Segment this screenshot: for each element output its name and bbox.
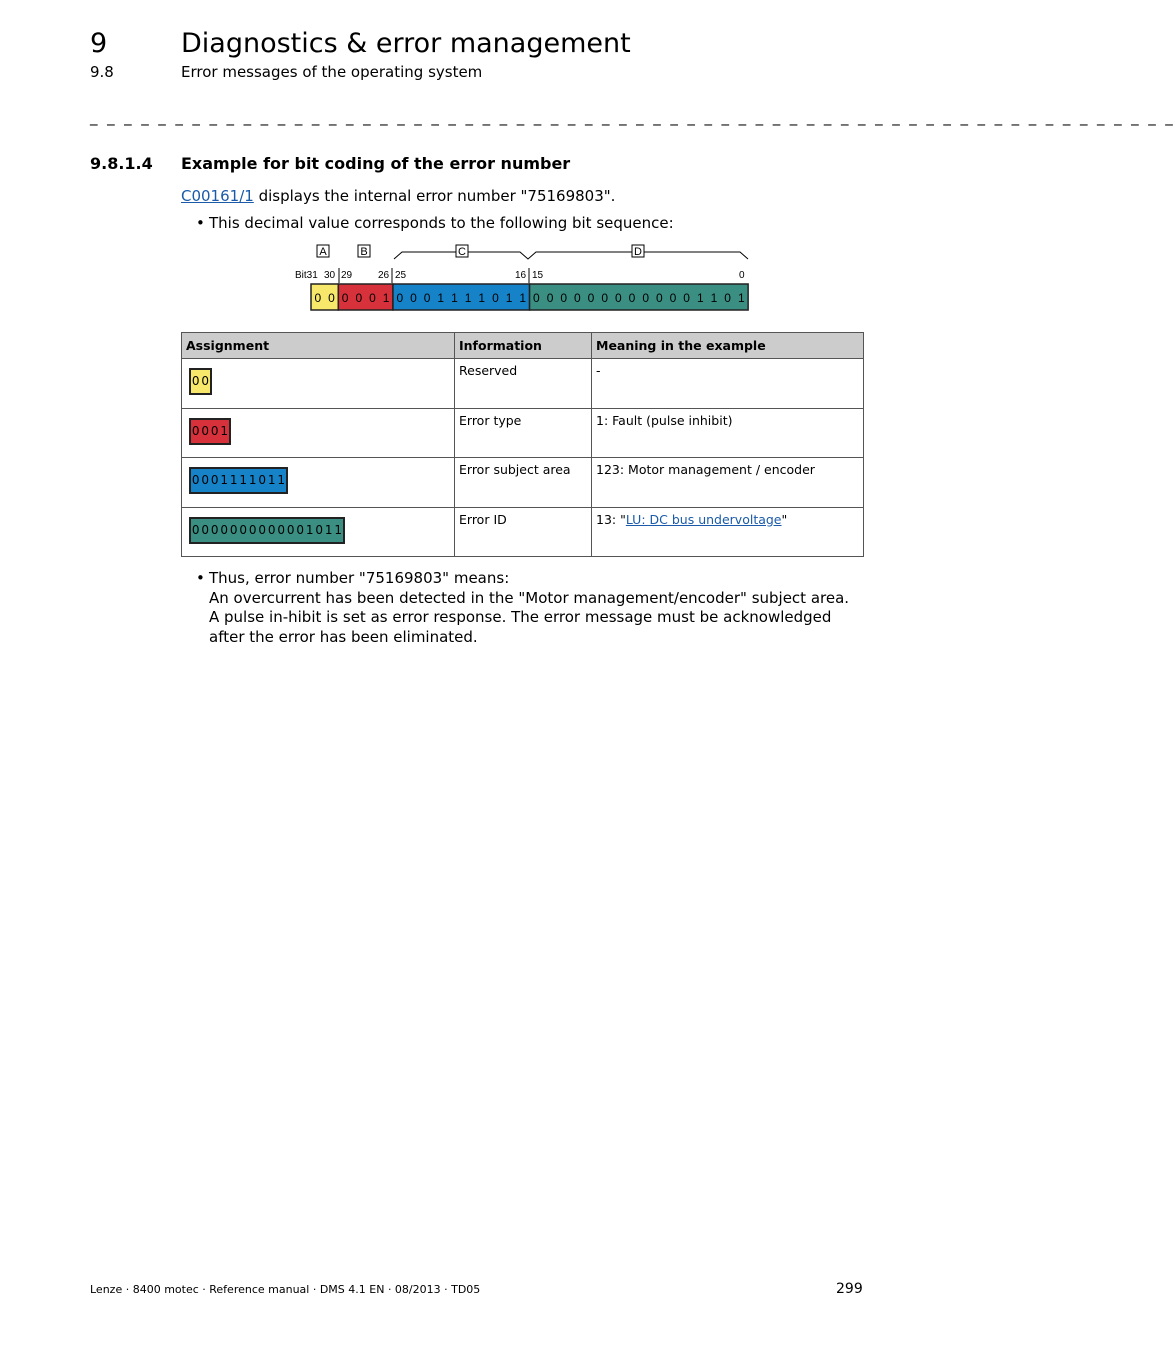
bit-digit: 1: [464, 291, 472, 305]
section-title: Error messages of the operating system: [181, 63, 483, 81]
bullet-marker: •: [196, 569, 205, 587]
row-meaning: 1: Fault (pulse inhibit): [592, 409, 864, 458]
bit-pos-0: 0: [739, 270, 745, 281]
bit-digit: 1: [267, 473, 276, 487]
bit-digit: 0: [220, 523, 229, 537]
bit-digit: 0: [669, 291, 677, 305]
bit-digit: 1: [437, 291, 445, 305]
bit-digit: 1: [277, 473, 286, 487]
bullet-marker: •: [196, 214, 205, 232]
bit-digit: 0: [210, 473, 219, 487]
bit-pos-26: 26: [378, 270, 390, 281]
segment-label-d: [632, 245, 644, 258]
intro-paragraph: [181, 187, 615, 205]
bit-digit: 0: [574, 291, 581, 305]
bit-digit: 0: [315, 523, 324, 537]
footer-doc-info: Lenze · 8400 motec · Reference manual · DMS 4.1 EN · 08/2013 · TD05: [90, 1283, 481, 1296]
bit-digit: 0: [655, 291, 663, 305]
code-link[interactable]: C00161/1: [181, 187, 254, 205]
bit-digit: 0: [724, 291, 731, 305]
bit-digit: 0: [201, 473, 210, 487]
bit-pos-25: 25: [395, 270, 407, 281]
header-rule: _ _ _ _ _ _ _ _ _ _ _ _ _ _ _ _ _ _ _ _ _ _ _ _ _ _ _ _ _ _ _ _ _ _ _ _ _ _ _ _ _ _ _ _ _ _ _ _ _ _ _ _ _ _ _ _ _ _ _ _ _ _ _ _: [90, 108, 1175, 126]
row-info: Error ID: [455, 508, 592, 557]
bit-digit: 0: [267, 523, 276, 537]
section-number: 9.8: [90, 63, 114, 81]
bit-digit: 0: [286, 523, 295, 537]
bit-pos-30: 30: [324, 270, 336, 281]
bit-digit: 1: [710, 291, 718, 305]
bit-digit: 1: [220, 473, 229, 487]
bit-digit: 0: [410, 291, 417, 305]
svg-text:D: D: [634, 246, 642, 258]
bit-digit: 1: [248, 473, 257, 487]
table-row: [182, 409, 864, 458]
chapter-number: 9: [90, 28, 108, 59]
bit-sequence-diagram: [290, 240, 760, 316]
bit-digit: 1: [334, 523, 343, 537]
bit-digit: 0: [201, 374, 210, 388]
bit-digit: 0: [328, 291, 335, 305]
bullet-text-2-line2: An overcurrent has been detected in the "Motor management/encoder" subject area. A pulse in-hibit is set as error response. The error message must be acknowledged after the error has been eliminated.: [209, 588, 850, 646]
svg-text:A: A: [319, 246, 327, 258]
bitbox-error-id: [189, 517, 345, 544]
row-meaning: 123: Motor management / encoder: [592, 458, 864, 508]
row-meaning: -: [592, 359, 864, 409]
row-info: Reserved: [455, 359, 592, 409]
bit-digit: 0: [296, 523, 305, 537]
page-number: 299: [836, 1281, 863, 1297]
bit-digit: 1: [239, 473, 248, 487]
dc-bus-undervoltage-link[interactable]: LU: DC bus undervoltage: [625, 512, 782, 527]
bit-digit: 0: [492, 291, 499, 305]
bit-digit: 0: [355, 291, 363, 305]
segment-label-b: [358, 245, 370, 258]
table-header-row: [182, 333, 864, 359]
bit-digit: 0: [615, 291, 622, 305]
bit-digit: 0: [423, 291, 431, 305]
bit-digit: 1: [451, 291, 458, 305]
bit-digit: 0: [239, 523, 248, 537]
header-assignment: Assignment: [182, 333, 455, 359]
bracket-c: [394, 252, 456, 259]
bit-pos-31: Bit31: [295, 270, 318, 281]
bit-digit: 0: [210, 523, 219, 537]
bit-digit: 0: [533, 291, 540, 305]
bit-cells: [311, 284, 748, 310]
bit-digit: 0: [683, 291, 690, 305]
chapter-title: Diagnostics & error management: [181, 28, 631, 59]
bit-digit: 0: [341, 291, 349, 305]
bit-digit: 1: [305, 523, 314, 537]
bullet-text-1: This decimal value corresponds to the following bit sequence:: [209, 214, 674, 232]
bit-digit: 0: [601, 291, 609, 305]
bit-digit: 0: [191, 473, 200, 487]
row-info: Error type: [455, 409, 592, 458]
bit-digit: 0: [546, 291, 554, 305]
bit-digit: 0: [628, 291, 636, 305]
bit-digit: 1: [382, 291, 390, 305]
bit-digit: 0: [369, 291, 376, 305]
bit-digit: 0: [277, 523, 286, 537]
bit-pos-16: 16: [515, 270, 527, 281]
bit-digit: 0: [191, 374, 200, 388]
row-info: Error subject area: [455, 458, 592, 508]
header-meaning: Meaning in the example: [592, 333, 864, 359]
bit-digit: 1: [519, 291, 527, 305]
bit-digit: 1: [478, 291, 486, 305]
subsection-title: Example for bit coding of the error number: [181, 154, 571, 173]
bullet-text-2-line1: Thus, error number "75169803" means:: [209, 569, 510, 587]
segment-label-a: [317, 245, 329, 258]
svg-text:B: B: [360, 246, 368, 258]
bit-digit: 1: [324, 523, 333, 537]
bit-digit: 0: [258, 473, 267, 487]
bracket-d-right: [644, 252, 748, 259]
bit-digit: 0: [314, 291, 322, 305]
bit-digit: 0: [258, 523, 267, 537]
table-row: [182, 359, 864, 409]
bit-digit: 1: [229, 473, 238, 487]
bit-digit: 1: [505, 291, 513, 305]
bit-digit: 0: [201, 523, 210, 537]
bitbox-reserved: [189, 368, 212, 395]
segment-label-c: [456, 245, 468, 258]
bit-digit: 0: [201, 424, 210, 438]
bit-digit: 0: [396, 291, 404, 305]
bit-digit: 0: [587, 291, 595, 305]
bit-digit: 1: [696, 291, 704, 305]
subsection-number: 9.8.1.4: [90, 154, 153, 173]
bit-digit: 1: [737, 291, 745, 305]
bit-digit: 0: [248, 523, 257, 537]
bit-digit: 1: [220, 424, 229, 438]
table-row: [182, 458, 864, 508]
bitbox-error-type: [189, 418, 231, 445]
bit-digit: 0: [210, 424, 219, 438]
bit-digit: 0: [191, 523, 200, 537]
svg-text:C: C: [458, 246, 466, 258]
bitbox-subject-area: [189, 467, 288, 494]
bit-digit: 0: [560, 291, 568, 305]
bullet-text-2: [209, 569, 864, 647]
intro-text: displays the internal error number "75169803".: [253, 187, 616, 205]
bit-digit: 0: [229, 523, 238, 537]
bracket-c-right: [468, 252, 632, 259]
row-meaning: 13: "LU: DC bus undervoltage": [592, 508, 864, 557]
bit-pos-15: 15: [532, 270, 544, 281]
assignment-table: [181, 332, 864, 557]
header-information: Information: [455, 333, 592, 359]
bit-digit: 0: [642, 291, 650, 305]
table-row: [182, 508, 864, 557]
bit-pos-29: 29: [341, 270, 353, 281]
bit-digit: 0: [191, 424, 200, 438]
